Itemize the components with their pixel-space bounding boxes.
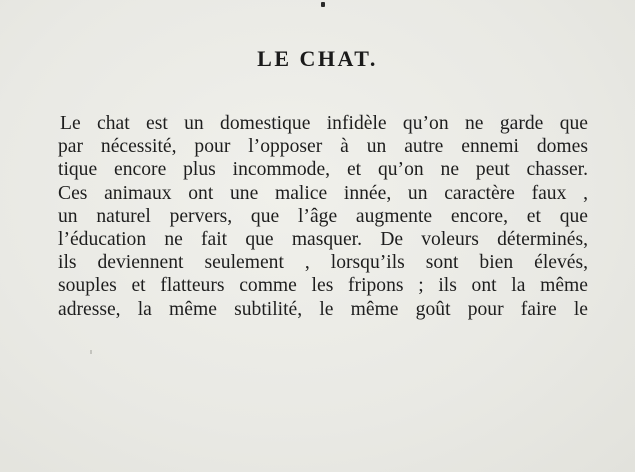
text-line: adresse, la même subtilité, le même goût pour faire le: [58, 298, 588, 320]
text-line: tique encore plus incommode, et qu’on ne peut chasser.: [58, 159, 588, 181]
body-paragraph: [58, 112, 588, 321]
text-line: par nécessité, pour l’opposer à un autre ennemi domes: [58, 136, 588, 158]
text-line: Le chat est un domestique infidèle qu’on ne garde que: [60, 113, 588, 134]
ink-mark: [321, 2, 325, 7]
paper-speck: [90, 350, 92, 354]
text-line: un naturel pervers, que l’âge augmente encore, et que: [58, 205, 588, 227]
text-line: ils deviennent seulement , lorsqu’ils sont bien élevés,: [58, 252, 588, 274]
text-line: l’éducation ne fait que masquer. De voleurs déterminés,: [58, 229, 588, 251]
text-line: Ces animaux ont une malice innée, un caractère faux ,: [58, 182, 588, 204]
chapter-title: LE CHAT.: [257, 46, 378, 71]
text-line: souples et flatteurs comme les fripons ; ils ont la même: [58, 275, 588, 297]
